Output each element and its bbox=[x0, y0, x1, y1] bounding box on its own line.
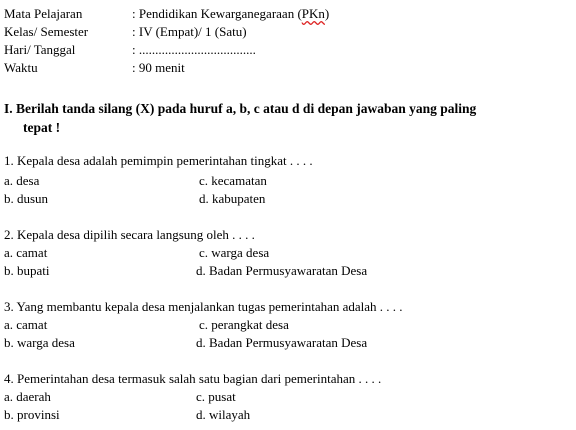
option-2b[interactable]: b. bupati bbox=[4, 263, 50, 278]
header-value: : .................................... bbox=[132, 42, 256, 57]
option-1b[interactable]: b. dusun bbox=[4, 191, 49, 206]
header-value: : Pendidikan Kewarganegaraan (PKn) bbox=[132, 6, 330, 21]
option-4d[interactable]: d. wilayah bbox=[196, 407, 251, 422]
option-3b[interactable]: b. warga desa bbox=[4, 335, 75, 350]
question-4: 4. Pemerintahan desa termasuk salah satu bagian dari pemerintahan . . . . bbox=[4, 371, 382, 386]
instruction-line-1: I. Berilah tanda silang (X) pada huruf a, b, c atau d di depan jawaban yang paling bbox=[4, 101, 477, 116]
header-label: Hari/ Tanggal bbox=[4, 42, 76, 57]
header-label: Waktu bbox=[4, 60, 38, 75]
option-4c[interactable]: c. pusat bbox=[196, 389, 236, 404]
option-3d[interactable]: d. Badan Permusyawaratan Desa bbox=[196, 335, 368, 350]
header-label: Kelas/ Semester bbox=[4, 24, 89, 39]
question-1: 1. Kepala desa adalah pemimpin pemerintahan tingkat . . . . bbox=[4, 153, 313, 168]
option-4a[interactable]: a. daerah bbox=[4, 389, 51, 404]
instruction-line-2: tepat ! bbox=[23, 120, 61, 135]
instruction bbox=[4, 99, 569, 137]
option-2d[interactable]: d. Badan Permusyawaratan Desa bbox=[196, 263, 368, 278]
question-3: 3. Yang membantu kepala desa menjalankan tugas pemerintahan adalah . . . . bbox=[4, 299, 403, 314]
option-4b[interactable]: b. provinsi bbox=[4, 407, 60, 422]
option-3c[interactable]: c. perangkat desa bbox=[199, 317, 289, 332]
option-1c[interactable]: c. kecamatan bbox=[199, 173, 267, 188]
option-2a[interactable]: a. camat bbox=[4, 245, 48, 260]
option-3a[interactable]: a. camat bbox=[4, 317, 48, 332]
header-value: : 90 menit bbox=[132, 60, 185, 75]
option-1d[interactable]: d. kabupaten bbox=[199, 191, 266, 206]
option-2c[interactable]: c. warga desa bbox=[199, 245, 270, 260]
header-label: Mata Pelajaran bbox=[4, 6, 83, 21]
option-1a[interactable]: a. desa bbox=[4, 173, 40, 188]
header-value: : IV (Empat)/ 1 (Satu) bbox=[132, 24, 247, 39]
question-2: 2. Kepala desa dipilih secara langsung oleh . . . . bbox=[4, 227, 255, 242]
